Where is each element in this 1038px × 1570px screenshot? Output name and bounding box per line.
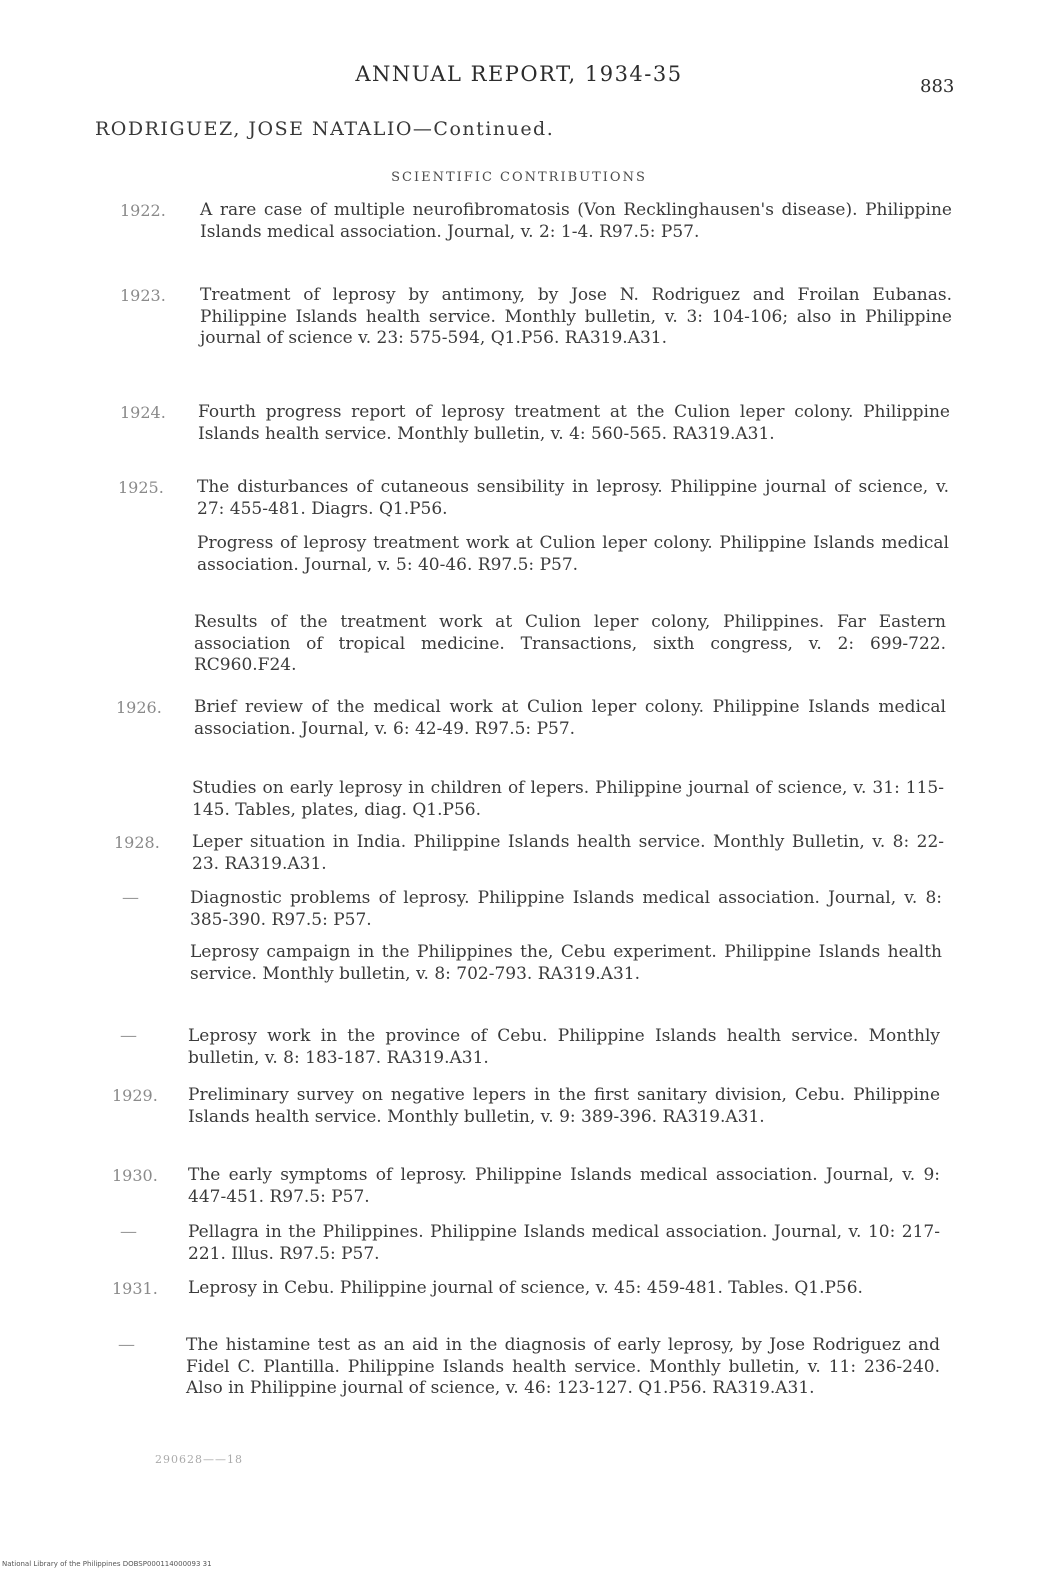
author-heading: RODRIGUEZ, JOSE NATALIO—Continued. (95, 118, 555, 140)
entry-text: Fourth progress report of leprosy treatment at the Culion leper colony. Philippine Islands health service. Monthly bulletin, v. 4: 560-565. RA319.A31. (198, 402, 950, 444)
entry-text: The disturbances of cutaneous sensibility in leprosy. Philippine journal of science, v. 27: 455-481. Diagrs. Q1.P56. (197, 477, 949, 519)
section-heading: SCIENTIFIC CONTRIBUTIONS (391, 170, 647, 185)
ditto-dash: — (120, 1026, 137, 1046)
entry-year: 1929. (112, 1086, 158, 1105)
entry-text: The early symptoms of leprosy. Philippine Islands medical association. Journal, v. 9: 447-451. R97.5: P57. (188, 1165, 940, 1207)
printer-code: 290628——18 (155, 1453, 243, 1466)
entry-text: Leprosy in Cebu. Philippine journal of science, v. 45: 459-481. Tables. Q1.P56. (188, 1278, 863, 1298)
entry-text: Diagnostic problems of leprosy. Philippine Islands medical association. Journal, v. 8: 385-390. R97.5: P57. (190, 888, 942, 930)
entry-text: The histamine test as an aid in the diagnosis of early leprosy, by Jose Rodriguez and Fidel C. Plantilla. Philippine Islands health service. Monthly bulletin, v. 11: 236-240. Also in Philippine journal of science, v. 46: 123-127. Q1.P56. RA319.A31. (186, 1335, 940, 1398)
entry-text: Pellagra in the Philippines. Philippine Islands medical association. Journal, v. 10: 217-221. Illus. R97.5: P57. (188, 1222, 940, 1264)
entry-text: Brief review of the medical work at Culion leper colony. Philippine Islands medical association. Journal, v. 6: 42-49. R97.5: P57. (194, 697, 946, 739)
entry-year: 1930. (112, 1166, 158, 1185)
entry-text: Results of the treatment work at Culion leper colony, Philippines. Far Eastern association of tropical medicine. Transactions, sixth congress, v. 2: 699-722. RC960.F24. (194, 612, 946, 675)
scan-credit: National Library of the Philippines DOBSP000114000093 31 (2, 1560, 212, 1568)
entry-text: Leprosy campaign in the Philippines the, Cebu experiment. Philippine Islands health service. Monthly bulletin, v. 8: 702-793. RA319.A31. (190, 942, 942, 984)
entry-year: 1926. (116, 698, 162, 717)
entry-text: Leprosy work in the province of Cebu. Philippine Islands health service. Monthly bulletin, v. 8: 183-187. RA319.A31. (188, 1026, 940, 1068)
ditto-dash: — (120, 1222, 137, 1242)
entry-text: Studies on early leprosy in children of lepers. Philippine journal of science, v. 31: 115-145. Tables, plates, diag. Q1.P56. (192, 778, 944, 820)
entry-year: 1931. (112, 1279, 158, 1298)
entry-year: 1923. (120, 286, 166, 305)
entry-text: Progress of leprosy treatment work at Culion leper colony. Philippine Islands medical association. Journal, v. 5: 40-46. R97.5: P57. (197, 533, 949, 575)
entry-year: 1925. (118, 478, 164, 497)
entry-text: Preliminary survey on negative lepers in the first sanitary division, Cebu. Philippine Islands health service. Monthly bulletin, v. 9: 389-396. RA319.A31. (188, 1085, 940, 1127)
entry-text: Treatment of leprosy by antimony, by Jose N. Rodriguez and Froilan Eubanas. Philippine Islands health service. Monthly bulletin, v. 3: 104-106; also in Philippine journal of science v. 23: 575-594, Q1.P56. RA319.A31. (200, 285, 952, 348)
entry-text: Leper situation in India. Philippine Islands health service. Monthly Bulletin, v. 8: 22-23. RA319.A31. (192, 832, 944, 874)
entry-year: 1924. (120, 403, 166, 422)
entry-year: 1922. (120, 201, 166, 220)
running-head: ANNUAL REPORT, 1934-35 (355, 62, 683, 86)
ditto-dash: — (118, 1335, 135, 1355)
entry-text: A rare case of multiple neurofibromatosis (Von Recklinghausen's disease). Philippine Islands medical association. Journal, v. 2: 1-4. R97.5: P57. (200, 200, 952, 242)
entry-year: 1928. (114, 833, 160, 852)
page-number: 883 (920, 76, 955, 97)
ditto-dash: — (122, 888, 139, 908)
